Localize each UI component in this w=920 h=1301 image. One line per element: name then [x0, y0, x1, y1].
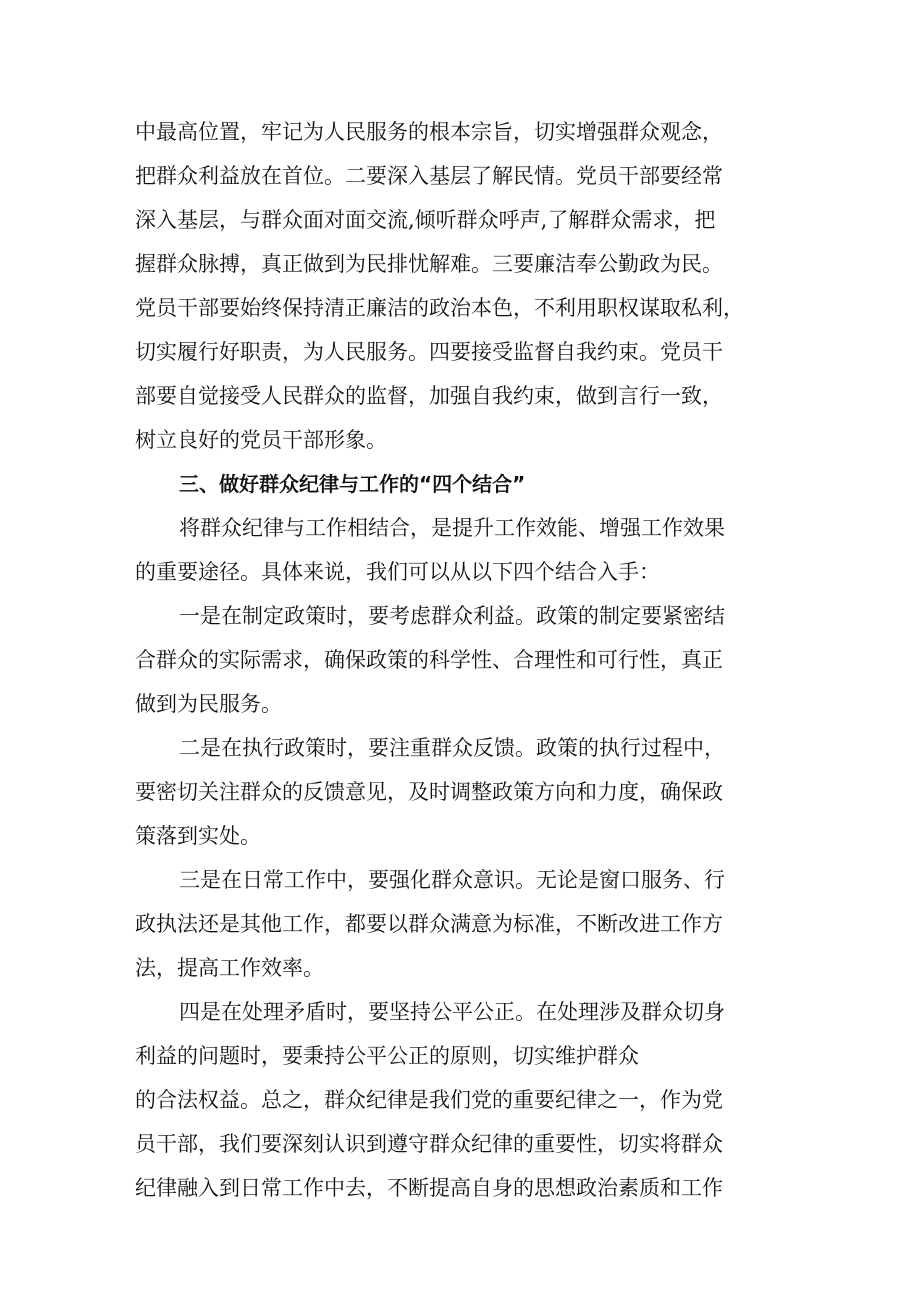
text-line: 员干部，我们要深刻认识到遵守群众纪律的重要性，切实将群众 — [135, 1132, 723, 1156]
text-line: 树立良好的党员干部形象。 — [135, 428, 387, 452]
text-line: 合群众的实际需求，确保政策的科学性、合理性和可行性，真正 — [135, 648, 723, 672]
text-line: 中最高位置，牢记为人民服务的根本宗旨，切实增强群众观念， — [135, 120, 723, 144]
text-line: 把群众利益放在首位。二要深入基层了解民情。党员干部要经常 — [135, 164, 723, 188]
text-line: 的合法权益。总之，群众纪律是我们党的重要纪律之一，作为党 — [135, 1088, 723, 1112]
text-line: 党员干部要始终保持清正廉洁的政治本色，不利用职权谋取私利， — [135, 296, 744, 320]
paragraph-first-line: 二是在执行政策时，要注重群众反馈。政策的执行过程中， — [179, 736, 725, 760]
section-heading: 三、做好群众纪律与工作的“四个结合” — [179, 472, 526, 496]
text-line: 政执法还是其他工作，都要以群众满意为标准，不断改进工作方 — [135, 912, 723, 936]
paragraph-first-line: 四是在处理矛盾时，要坚持公平公正。在处理涉及群众切身 — [179, 1000, 725, 1024]
text-line: 做到为民服务。 — [135, 692, 282, 716]
paragraph-first-line: 三是在日常工作中，要强化群众意识。无论是窗口服务、行 — [179, 868, 725, 892]
text-line: 的重要途径。具体来说，我们可以从以下四个结合入手： — [135, 560, 660, 584]
text-line: 部要自觉接受人民群众的监督，加强自我约束，做到言行一致， — [135, 384, 723, 408]
text-line: 要密切关注群众的反馈意见，及时调整政策方向和力度，确保政 — [135, 780, 723, 804]
text-line: 纪律融入到日常工作中去，不断提高自身的思想政治素质和工作 — [135, 1176, 723, 1200]
paragraph-first-line: 一是在制定政策时，要考虑群众利益。政策的制定要紧密结 — [179, 604, 725, 628]
text-line: 深入基层，与群众面对面交流,倾听群众呼声,了解群众需求，把 — [135, 208, 716, 232]
text-line: 握群众脉搏，真正做到为民排忧解难。三要廉洁奉公勤政为民。 — [135, 252, 723, 276]
text-line: 法，提高工作效率。 — [135, 956, 324, 980]
text-line: 策落到实处。 — [135, 824, 261, 848]
text-line: 切实履行好职责，为人民服务。四要接受监督自我约束。党员干 — [135, 340, 723, 364]
paragraph-first-line: 将群众纪律与工作相结合，是提升工作效能、增强工作效果 — [179, 516, 725, 540]
text-line: 利益的问题时，要秉持公平公正的原则，切实维护群众 — [135, 1044, 639, 1068]
